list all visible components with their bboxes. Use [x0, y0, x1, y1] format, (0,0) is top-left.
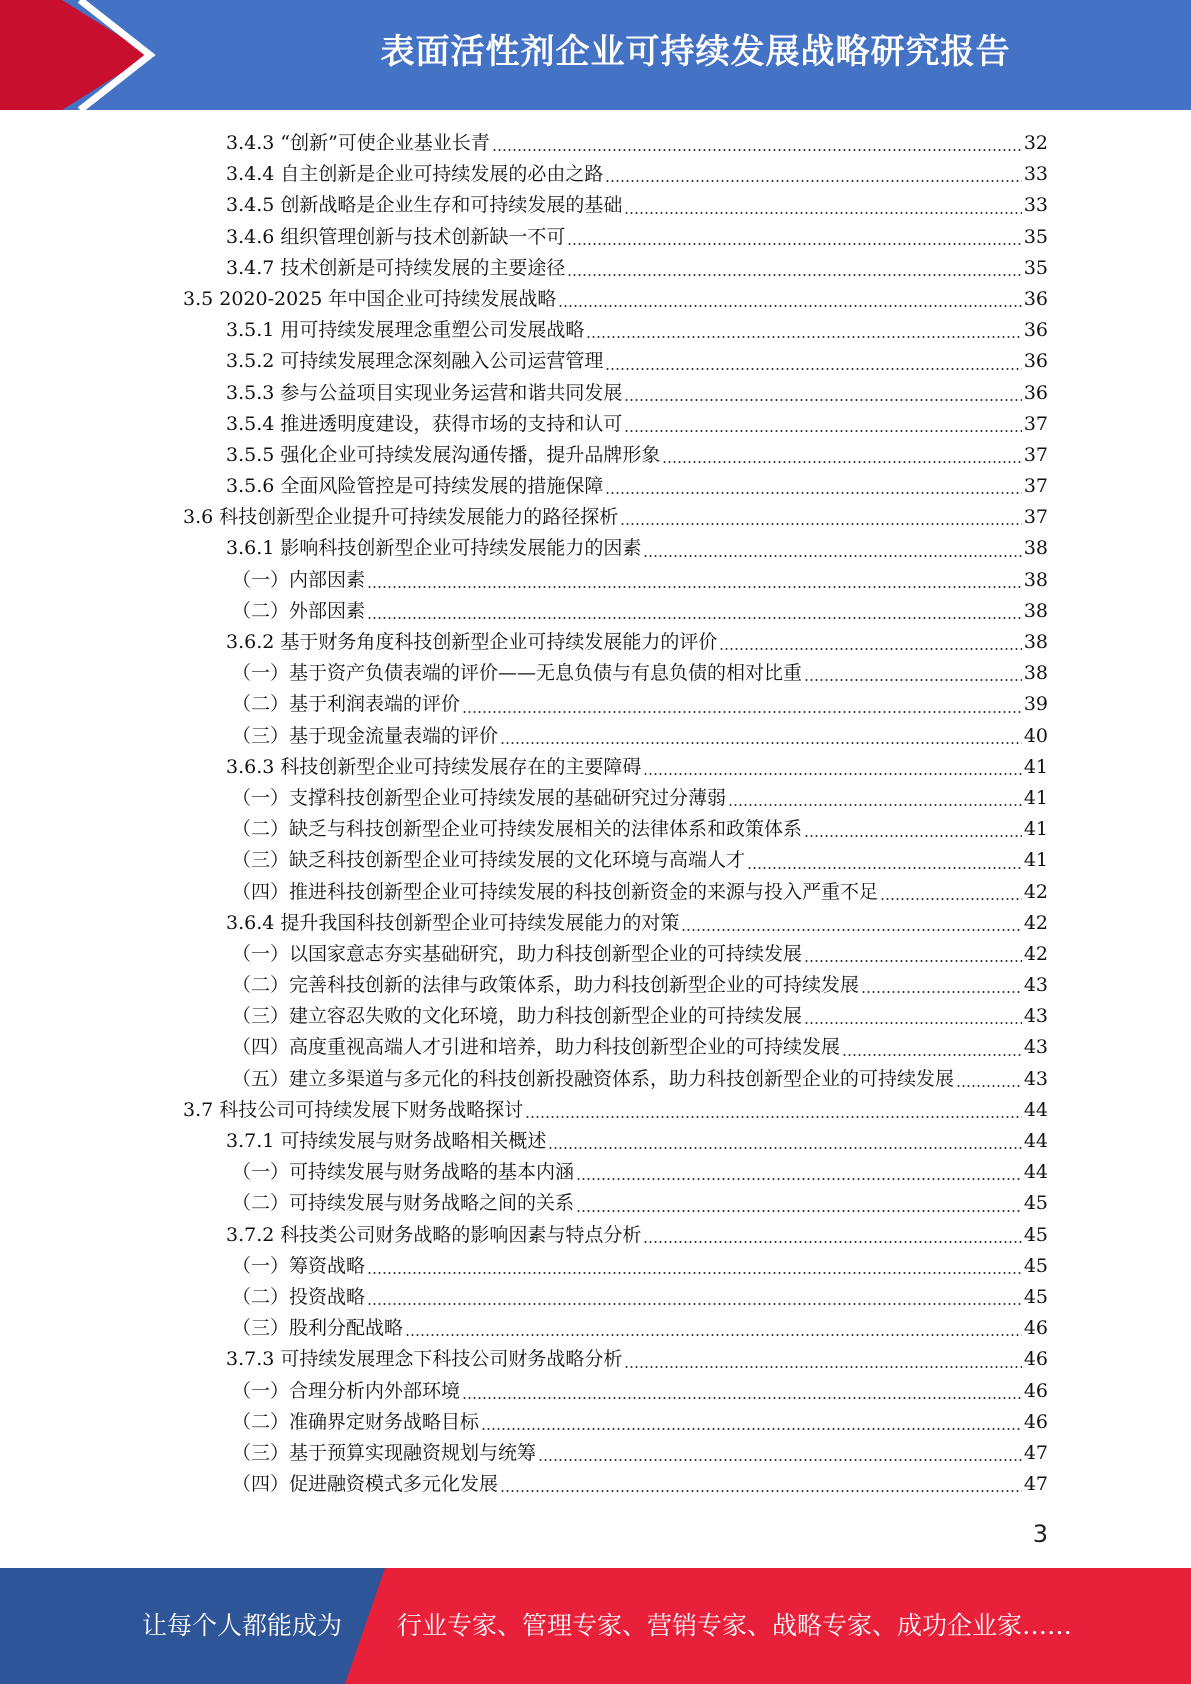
toc-dot-leader: [576, 1177, 1022, 1181]
toc-entry-page: 33: [1023, 163, 1048, 186]
toc-entry-title: （一）基于资产负债表端的评价——无息负债与有息负债的相对比重: [232, 662, 803, 685]
toc-entry-title: （二）可持续发展与财务战略之间的关系: [232, 1192, 575, 1215]
toc-dot-leader: [576, 1209, 1022, 1213]
toc-entry-title: 3.6.4 提升我国科技创新型企业可持续发展能力的对策: [226, 911, 680, 934]
toc-entry-page: 45: [1023, 1285, 1048, 1308]
toc-entry-page: 38: [1023, 537, 1048, 560]
toc-entry-title: （二）缺乏与科技创新型企业可持续发展相关的法律体系和政策体系: [232, 818, 803, 841]
toc-entry-page: 38: [1023, 599, 1048, 622]
toc-dot-leader: [747, 866, 1022, 870]
toc-entry[interactable]: [180, 1344, 1048, 1375]
toc-entry[interactable]: [180, 1313, 1048, 1344]
toc-entry-title: （一）以国家意志夯实基础研究，助力科技创新型企业的可持续发展: [232, 942, 803, 965]
toc-dot-leader: [624, 1365, 1021, 1369]
toc-entry-title: 3.7.2 科技类公司财务战略的影响因素与特点分析: [226, 1223, 642, 1246]
toc-entry[interactable]: [180, 253, 1048, 284]
toc-dot-leader: [719, 647, 1021, 651]
toc-entry-title: 3.4.5 创新战略是企业生存和可持续发展的基础: [226, 194, 623, 217]
toc-entry-page: 44: [1023, 1098, 1048, 1121]
toc-entry-page: 37: [1023, 475, 1048, 498]
toc-entry-title: （二）投资战略: [232, 1285, 366, 1308]
toc-entry[interactable]: [180, 1251, 1048, 1282]
toc-entry[interactable]: [180, 222, 1048, 253]
toc-dot-leader: [558, 304, 1021, 308]
toc-entry-page: 40: [1023, 724, 1048, 747]
toc-entry[interactable]: [180, 721, 1048, 752]
toc-dot-leader: [728, 803, 1022, 807]
toc-entry[interactable]: [180, 1157, 1048, 1188]
report-title: 表面活性剂企业可持续发展战略研究报告: [380, 32, 1011, 72]
toc-dot-leader: [462, 1396, 1022, 1400]
toc-entry-page: 37: [1023, 506, 1048, 529]
toc-entry[interactable]: [180, 1001, 1048, 1032]
toc-entry[interactable]: [180, 502, 1048, 533]
toc-entry[interactable]: [180, 1376, 1048, 1407]
toc-entry-title: 3.5.5 强化企业可持续发展沟通传播，提升品牌形象: [226, 443, 661, 466]
toc-entry[interactable]: [180, 752, 1048, 783]
toc-entry-title: 3.5.1 用可持续发展理念重塑公司发展战略: [226, 319, 585, 342]
toc-entry-page: 35: [1023, 225, 1048, 248]
toc-entry[interactable]: [180, 1126, 1048, 1157]
toc-entry[interactable]: [180, 814, 1048, 845]
toc-entry-page: 46: [1023, 1348, 1048, 1371]
toc-entry-title: （二）完善科技创新的法律与政策体系，助力科技创新型企业的可持续发展: [232, 974, 860, 997]
toc-dot-leader: [525, 1115, 1022, 1119]
toc-entry-page: 36: [1023, 287, 1048, 310]
toc-entry-title: 3.5.4 推进透明度建设，获得市场的支持和认可: [226, 412, 623, 435]
toc-entry-title: （二）基于利润表端的评价: [232, 693, 461, 716]
toc-entry-title: 3.4.3 “创新”可使企业基业长青: [226, 132, 490, 154]
toc-entry-page: 38: [1023, 568, 1048, 591]
toc-entry[interactable]: [180, 190, 1048, 221]
toc-dot-leader: [662, 460, 1021, 464]
toc-entry[interactable]: [180, 596, 1048, 627]
toc-entry-title: 3.5.2 可持续发展理念深刻融入公司运营管理: [226, 350, 604, 373]
footer-slogan-left: 让每个人都能成为: [142, 1611, 343, 1640]
toc-entry-page: 43: [1023, 1036, 1048, 1059]
toc-entry[interactable]: [180, 1095, 1048, 1126]
toc-dot-leader: [620, 522, 1022, 526]
toc-entry-title: 3.6.3 科技创新型企业可持续发展存在的主要障碍: [226, 755, 642, 778]
toc-entry-title: （五）建立多渠道与多元化的科技创新投融资体系，助力科技创新型企业的可持续发展: [232, 1067, 955, 1090]
toc-entry-page: 43: [1023, 1067, 1048, 1090]
toc-dot-leader: [804, 834, 1022, 838]
toc-entry[interactable]: [180, 939, 1048, 970]
toc-entry-title: （一）内部因素: [232, 568, 366, 591]
toc-entry[interactable]: [180, 1220, 1048, 1251]
toc-dot-leader: [804, 1021, 1022, 1025]
toc-entry-page: 32: [1023, 132, 1048, 154]
toc-entry-page: 47: [1023, 1441, 1048, 1464]
toc-entry-title: 3.4.6 组织管理创新与技术创新缺一不可: [226, 225, 566, 248]
toc-entry[interactable]: [180, 658, 1048, 689]
toc-dot-leader: [367, 1271, 1022, 1275]
toc-entry[interactable]: [180, 1188, 1048, 1219]
toc-entry-title: 3.4.4 自主创新是企业可持续发展的必由之路: [226, 163, 604, 186]
toc-entry[interactable]: [180, 689, 1048, 720]
page-footer: [0, 1568, 1191, 1684]
toc-dot-leader: [548, 1146, 1021, 1150]
toc-entry[interactable]: [180, 970, 1048, 1001]
toc-entry-page: 41: [1023, 849, 1048, 872]
toc-dot-leader: [861, 990, 1022, 994]
toc-entry-title: 3.7.1 可持续发展与财务战略相关概述: [226, 1130, 547, 1152]
toc-entry-page: 46: [1023, 1317, 1048, 1340]
toc-entry-title: 3.7.3 可持续发展理念下科技公司财务战略分析: [226, 1348, 623, 1371]
toc-dot-leader: [804, 678, 1022, 682]
toc-entry-page: 35: [1023, 256, 1048, 279]
toc-entry-page: 42: [1023, 942, 1048, 965]
toc-entry-page: 42: [1023, 911, 1048, 934]
toc-entry-page: 39: [1023, 693, 1048, 716]
toc-dot-leader: [624, 398, 1021, 402]
toc-entry-title: （三）缺乏科技创新型企业可持续发展的文化环境与高端人才: [232, 849, 746, 872]
toc-entry-title: 3.5 2020-2025 年中国企业可持续发展战略: [183, 287, 557, 310]
toc-entry[interactable]: [180, 1407, 1048, 1438]
toc-entry-title: （三）基于现金流量表端的评价: [232, 724, 499, 747]
toc-entry[interactable]: [180, 378, 1048, 409]
toc-dot-leader: [500, 741, 1022, 745]
toc-dot-leader: [492, 148, 1022, 152]
toc-entry[interactable]: [180, 159, 1048, 190]
toc-entry[interactable]: [180, 1032, 1048, 1063]
toc-entry[interactable]: [180, 284, 1048, 315]
toc-dot-leader: [538, 1458, 1022, 1462]
toc-entry-page: 33: [1023, 194, 1048, 217]
toc-entry-page: 43: [1023, 974, 1048, 997]
toc-entry[interactable]: [180, 783, 1048, 814]
toc-entry-title: （一）可持续发展与财务战略的基本内涵: [232, 1161, 575, 1184]
toc-entry-page: 41: [1023, 755, 1048, 778]
toc-dot-leader: [605, 179, 1021, 183]
toc-entry[interactable]: [180, 877, 1048, 908]
toc-entry-page: 45: [1023, 1223, 1048, 1246]
toc-entry-page: 41: [1023, 818, 1048, 841]
toc-entry-page: 44: [1023, 1161, 1048, 1184]
toc-entry-page: 36: [1023, 319, 1048, 342]
toc-entry-page: 42: [1023, 880, 1048, 903]
toc-entry-page: 36: [1023, 350, 1048, 373]
toc-entry-page: 43: [1023, 1005, 1048, 1028]
toc-entry-page: 36: [1023, 381, 1048, 404]
toc-dot-leader: [624, 429, 1021, 433]
toc-dot-leader: [586, 335, 1021, 339]
toc-entry[interactable]: [180, 533, 1048, 564]
toc-entry-page: 46: [1023, 1379, 1048, 1402]
toc-entry[interactable]: [180, 565, 1048, 596]
toc-entry[interactable]: [180, 1438, 1048, 1469]
toc-dot-leader: [405, 1333, 1022, 1337]
toc-entry-page: 45: [1023, 1192, 1048, 1215]
table-of-contents: [180, 128, 1048, 1500]
toc-entry[interactable]: [180, 315, 1048, 346]
toc-dot-leader: [624, 211, 1021, 215]
toc-entry-title: （三）基于预算实现融资规划与统筹: [232, 1441, 537, 1464]
toc-entry-title: 3.6.2 基于财务角度科技创新型企业可持续发展能力的评价: [226, 631, 718, 653]
toc-dot-leader: [605, 491, 1021, 495]
toc-entry-title: 3.5.3 参与公益项目实现业务运营和谐共同发展: [226, 381, 623, 404]
toc-entry-title: 3.7 科技公司可持续发展下财务战略探讨: [183, 1098, 524, 1121]
toc-entry-title: （三）建立容忍失败的文化环境，助力科技创新型企业的可持续发展: [232, 1005, 803, 1028]
toc-entry[interactable]: [180, 1469, 1048, 1500]
toc-dot-leader: [643, 1240, 1021, 1244]
page-number: 3: [1032, 1520, 1048, 1548]
toc-entry-title: （三）股利分配战略: [232, 1317, 404, 1340]
toc-dot-leader: [681, 928, 1021, 932]
toc-entry-page: 38: [1023, 631, 1048, 653]
toc-dot-leader: [367, 1302, 1022, 1306]
toc-dot-leader: [956, 1084, 1022, 1088]
toc-entry-title: （一）筹资战略: [232, 1254, 366, 1277]
toc-entry[interactable]: [180, 128, 1048, 159]
toc-dot-leader: [643, 772, 1021, 776]
toc-entry[interactable]: [180, 440, 1048, 471]
page-header: [0, 0, 1191, 110]
toc-dot-leader: [500, 1489, 1022, 1493]
toc-entry-title: 3.4.7 技术创新是可持续发展的主要途径: [226, 256, 566, 279]
toc-dot-leader: [880, 897, 1022, 901]
toc-entry-page: 38: [1023, 662, 1048, 685]
toc-entry-title: 3.6 科技创新型企业提升可持续发展能力的路径探析: [183, 506, 619, 529]
toc-dot-leader: [643, 554, 1021, 558]
toc-dot-leader: [567, 242, 1021, 246]
toc-entry-page: 46: [1023, 1410, 1048, 1433]
toc-entry-title: （一）支撑科技创新型企业可持续发展的基础研究过分薄弱: [232, 786, 727, 809]
toc-entry-title: （一）合理分析内外部环境: [232, 1379, 461, 1402]
toc-entry-title: （四）促进融资模式多元化发展: [232, 1473, 499, 1496]
toc-entry[interactable]: [180, 346, 1048, 377]
toc-entry[interactable]: [180, 845, 1048, 876]
toc-entry[interactable]: [180, 627, 1048, 658]
toc-entry-page: 37: [1023, 412, 1048, 435]
toc-dot-leader: [605, 367, 1021, 371]
toc-dot-leader: [367, 616, 1022, 620]
toc-dot-leader: [567, 273, 1021, 277]
toc-dot-leader: [367, 585, 1022, 589]
toc-entry[interactable]: [180, 1064, 1048, 1095]
toc-entry-page: 44: [1023, 1130, 1048, 1152]
toc-entry-title: 3.6.1 影响科技创新型企业可持续发展能力的因素: [226, 537, 642, 560]
toc-entry-title: （四）高度重视高端人才引进和培养，助力科技创新型企业的可持续发展: [232, 1036, 841, 1059]
toc-entry-page: 41: [1023, 786, 1048, 809]
toc-entry[interactable]: [180, 908, 1048, 939]
toc-entry[interactable]: [180, 409, 1048, 440]
toc-entry-title: （二）外部因素: [232, 599, 366, 622]
footer-slogan-right: 行业专家、管理专家、营销专家、战略专家、成功企业家……: [397, 1611, 1073, 1640]
toc-entry-title: 3.5.6 全面风险管控是可持续发展的措施保障: [226, 475, 604, 498]
toc-entry-page: 37: [1023, 443, 1048, 466]
toc-entry-title: （四）推进科技创新型企业可持续发展的科技创新资金的来源与投入严重不足: [232, 880, 879, 903]
toc-entry[interactable]: [180, 1282, 1048, 1313]
toc-dot-leader: [804, 959, 1022, 963]
toc-entry[interactable]: [180, 471, 1048, 502]
toc-entry-title: （二）准确界定财务战略目标: [232, 1410, 480, 1433]
toc-dot-leader: [842, 1053, 1022, 1057]
toc-entry-page: 45: [1023, 1254, 1048, 1277]
toc-entry-page: 47: [1023, 1473, 1048, 1496]
toc-dot-leader: [462, 710, 1022, 714]
toc-dot-leader: [481, 1427, 1022, 1431]
